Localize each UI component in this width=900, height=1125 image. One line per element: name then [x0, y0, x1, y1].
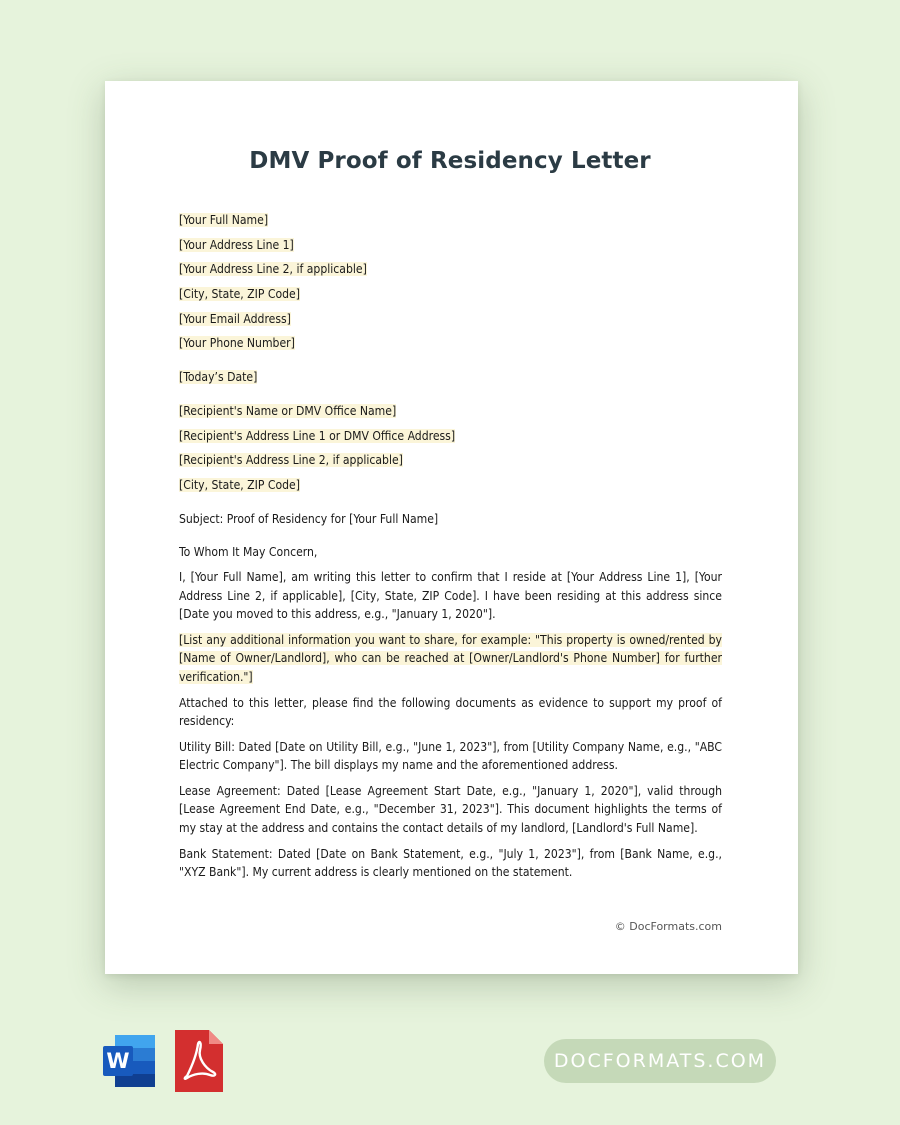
subject-line: Subject: Proof of Residency for [Your Full Name] [179, 511, 439, 526]
sender-address-1: [Your Address Line 1] [179, 237, 294, 252]
sender-phone: [Your Phone Number] [179, 336, 295, 351]
sender-city: [City, State, ZIP Code] [179, 287, 300, 302]
paragraph-utility-bill: Utility Bill: Dated [Date on Utility Bill, e.g., "June 1, 2023"], from [Utility Company Name, e.g., "ABC Electric Company"]. The bill displays my name and the aforementioned address. [179, 739, 722, 773]
paragraph-attachments: Attached to this letter, please find the following documents as evidence to support my proof of residency: [179, 695, 722, 729]
sender-email: [Your Email Address] [179, 311, 291, 326]
paragraph-additional-info: [List any additional information you want to share, for example: "This property is owned/rented by [Name of Owner/Landlord], who can be reached at [Owner/Landlord's Phone Number] for further verification."] [179, 632, 722, 684]
word-icon[interactable] [101, 1033, 157, 1089]
sender-name: [Your Full Name] [179, 213, 269, 227]
recipient-address-2: [Recipient's Address Line 2, if applicable] [179, 453, 403, 468]
recipient-city: [City, State, ZIP Code] [179, 477, 300, 492]
pdf-icon[interactable] [175, 1030, 223, 1092]
word-icon-letter: W [106, 1049, 130, 1073]
paragraph-bank-statement: Bank Statement: Dated [Date on Bank Statement, e.g., "July 1, 2023"], from [Bank Name, e.g., "XYZ Bank"]. My current address is clearly mentioned on the statement. [179, 846, 722, 880]
copyright-text: © DocFormats.com [614, 920, 722, 933]
salutation: To Whom It May Concern, [179, 545, 318, 560]
sender-address-2: [Your Address Line 2, if applicable] [179, 262, 367, 277]
paragraph-residence: I, [Your Full Name], am writing this letter to confirm that I reside at [Your Address Line 1], [Your Address Line 2, if applicable], [City, State, ZIP Code]. I have been residing at this address since [Date you moved to this address, e.g., "January 1, 2020"]. [179, 569, 722, 622]
docformats-brand-button[interactable]: DOCFORMATS.COM [544, 1039, 776, 1083]
letter-body [179, 211, 722, 889]
recipient-name: [Recipient's Name or DMV Office Name] [179, 403, 397, 418]
paragraph-lease-agreement: Lease Agreement: Dated [Lease Agreement Start Date, e.g., "January 1, 2020"], valid through [Lease Agreement End Date, e.g., "December 31, 2023"]. This document highlights the terms of my stay at the address and contains the contact details of my landlord, [Landlord's Full Name]. [179, 783, 722, 836]
letter-date: [Today’s Date] [179, 370, 258, 385]
recipient-address-1: [Recipient's Address Line 1 or DMV Office Address] [179, 428, 456, 443]
document-title: DMV Proof of Residency Letter [249, 148, 651, 174]
